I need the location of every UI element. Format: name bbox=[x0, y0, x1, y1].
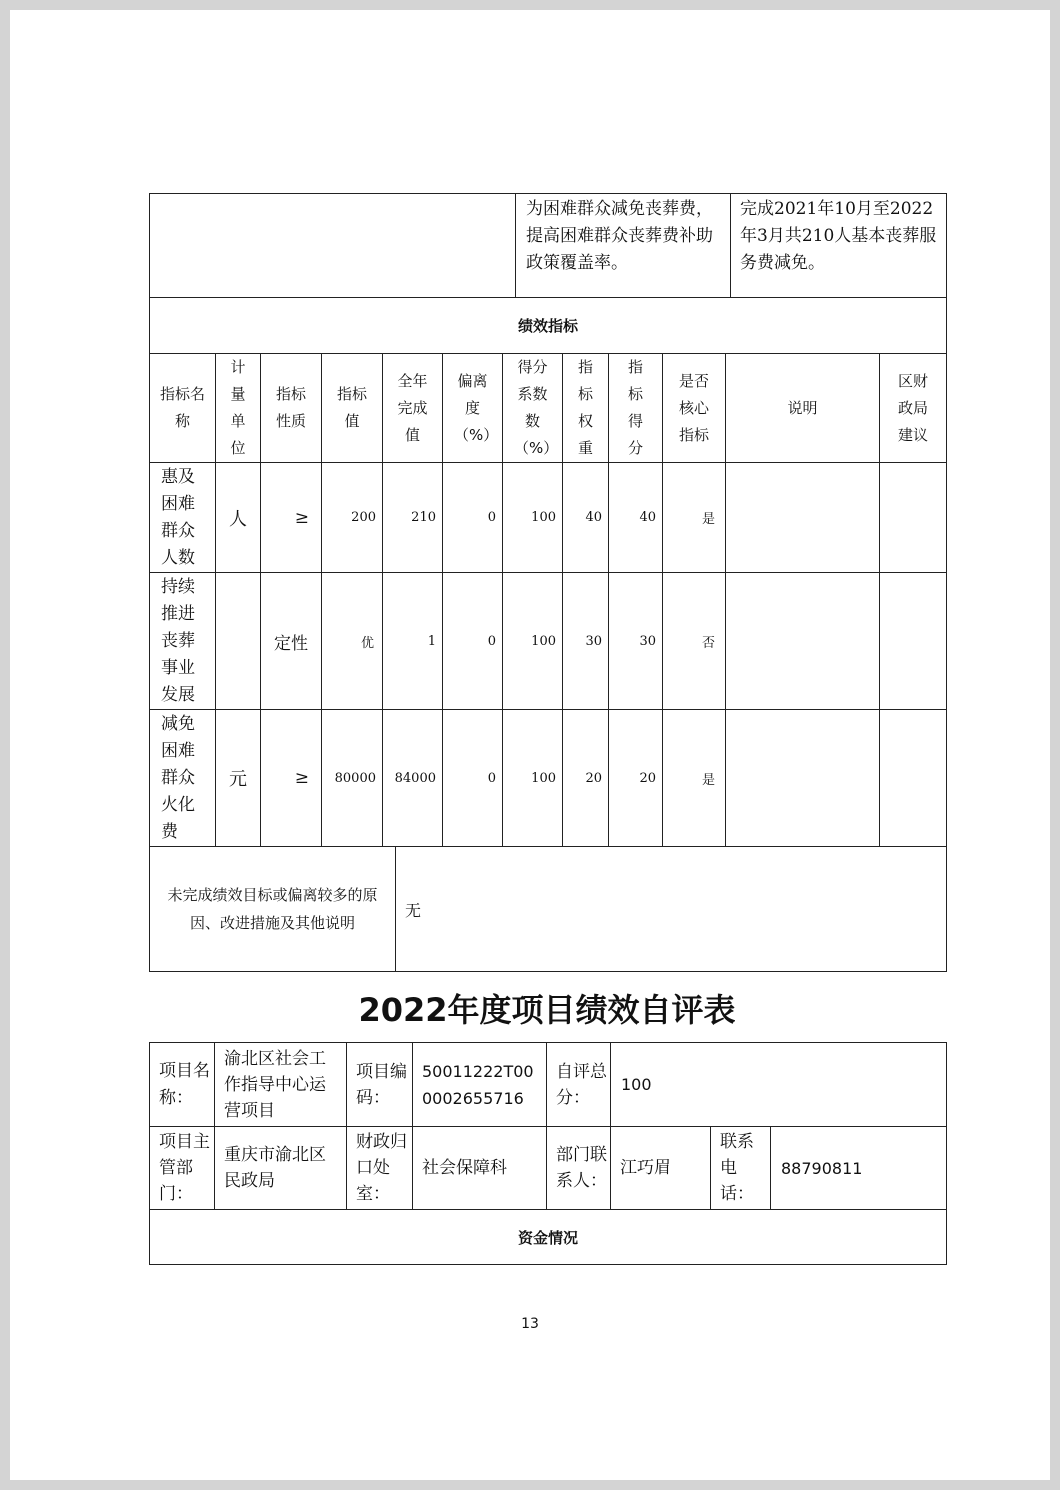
finance-office-value: 社会保障科 bbox=[413, 1127, 547, 1210]
form-title: 2022年度项目绩效自评表 bbox=[358, 991, 736, 1029]
indicator-actual: 1 bbox=[383, 573, 443, 710]
header-core-indicator: 是否核心指标 bbox=[663, 354, 726, 463]
indicator-weight: 20 bbox=[563, 710, 609, 847]
indicator-score: 40 bbox=[609, 463, 663, 573]
phone-label: 联系电话： bbox=[711, 1127, 771, 1210]
indicator-deviation: 0 bbox=[443, 463, 503, 573]
header-finance-advice: 区财政局建议 bbox=[880, 354, 947, 463]
indicator-deviation: 0 bbox=[443, 710, 503, 847]
header-indicator-name: 指标名称 bbox=[150, 354, 216, 463]
indicator-score: 20 bbox=[609, 710, 663, 847]
indicator-weight: 30 bbox=[563, 573, 609, 710]
self-score-value: 100 bbox=[611, 1043, 947, 1127]
performance-section-title: 绩效指标 bbox=[150, 298, 947, 354]
header-score: 指标得分 bbox=[609, 354, 663, 463]
header-actual-value: 全年完成值 bbox=[383, 354, 443, 463]
project-code-value: 50011222T000002655716 bbox=[413, 1043, 547, 1127]
performance-table bbox=[149, 297, 947, 847]
contact-label: 部门联系人： bbox=[547, 1127, 611, 1210]
indicator-unit: 元 bbox=[216, 710, 261, 847]
indicator-score: 30 bbox=[609, 573, 663, 710]
funds-section-title: 资金情况 bbox=[150, 1210, 947, 1265]
indicator-unit: 人 bbox=[216, 463, 261, 573]
header-weight: 指标权重 bbox=[563, 354, 609, 463]
header-target-value: 指标值 bbox=[322, 354, 383, 463]
header-unit: 计量单位 bbox=[216, 354, 261, 463]
indicator-target: 80000 bbox=[322, 710, 383, 847]
indicator-advice bbox=[880, 463, 947, 573]
indicator-advice bbox=[880, 573, 947, 710]
finance-office-label: 财政归口处室： bbox=[347, 1127, 413, 1210]
indicator-coefficient: 100 bbox=[503, 710, 563, 847]
indicator-nature: ≥ bbox=[261, 710, 322, 847]
indicator-actual: 84000 bbox=[383, 710, 443, 847]
project-name-label: 项目名称： bbox=[150, 1043, 215, 1127]
header-score-coefficient: 得分系数数（%） bbox=[503, 354, 563, 463]
table-row bbox=[150, 573, 947, 710]
contact-value: 江巧眉 bbox=[611, 1127, 711, 1210]
indicator-core: 否 bbox=[663, 573, 726, 710]
target-text: 为困难群众减免丧葬费，提高困难群众丧葬费补助政策覆盖率。 bbox=[516, 194, 731, 298]
project-name-value: 渝北区社会工作指导中心运营项目 bbox=[215, 1043, 347, 1127]
header-deviation: 偏离度（%） bbox=[443, 354, 503, 463]
document-page bbox=[10, 10, 1050, 1480]
indicator-note bbox=[726, 463, 880, 573]
indicator-core: 是 bbox=[663, 463, 726, 573]
indicator-name: 减免困难群众火化费 bbox=[150, 710, 216, 847]
empty-label-cell bbox=[150, 194, 516, 298]
indicator-deviation: 0 bbox=[443, 573, 503, 710]
indicator-advice bbox=[880, 710, 947, 847]
indicator-nature: ≥ bbox=[261, 463, 322, 573]
indicator-name: 持续推进丧葬事业发展 bbox=[150, 573, 216, 710]
indicator-note bbox=[726, 710, 880, 847]
reason-label: 未完成绩效目标或偏离较多的原因、改进措施及其他说明 bbox=[150, 847, 396, 972]
indicator-target: 优 bbox=[322, 573, 383, 710]
indicator-core: 是 bbox=[663, 710, 726, 847]
indicator-actual: 210 bbox=[383, 463, 443, 573]
header-note: 说明 bbox=[726, 354, 880, 463]
indicator-target: 200 bbox=[322, 463, 383, 573]
page-number: 13 bbox=[521, 1316, 539, 1332]
target-completion-table bbox=[149, 193, 947, 298]
reason-value: 无 bbox=[396, 847, 947, 972]
indicator-note bbox=[726, 573, 880, 710]
project-info-table bbox=[149, 1042, 947, 1265]
indicator-coefficient: 100 bbox=[503, 573, 563, 710]
reason-table bbox=[149, 846, 947, 972]
indicator-weight: 40 bbox=[563, 463, 609, 573]
indicator-coefficient: 100 bbox=[503, 463, 563, 573]
dept-value: 重庆市渝北区民政局 bbox=[215, 1127, 347, 1210]
completion-text: 完成2021年10月至2022年3月共210人基本丧葬服务费减免。 bbox=[731, 194, 947, 298]
project-code-label: 项目编码： bbox=[347, 1043, 413, 1127]
table-row bbox=[150, 710, 947, 847]
dept-label: 项目主管部门： bbox=[150, 1127, 215, 1210]
indicator-name: 惠及困难群众人数 bbox=[150, 463, 216, 573]
header-nature: 指标性质 bbox=[261, 354, 322, 463]
performance-header-row bbox=[150, 354, 947, 463]
indicator-nature: 定性 bbox=[261, 573, 322, 710]
indicator-unit bbox=[216, 573, 261, 710]
self-score-label: 自评总分： bbox=[547, 1043, 611, 1127]
table-row bbox=[150, 463, 947, 573]
phone-value: 88790811 bbox=[771, 1127, 947, 1210]
